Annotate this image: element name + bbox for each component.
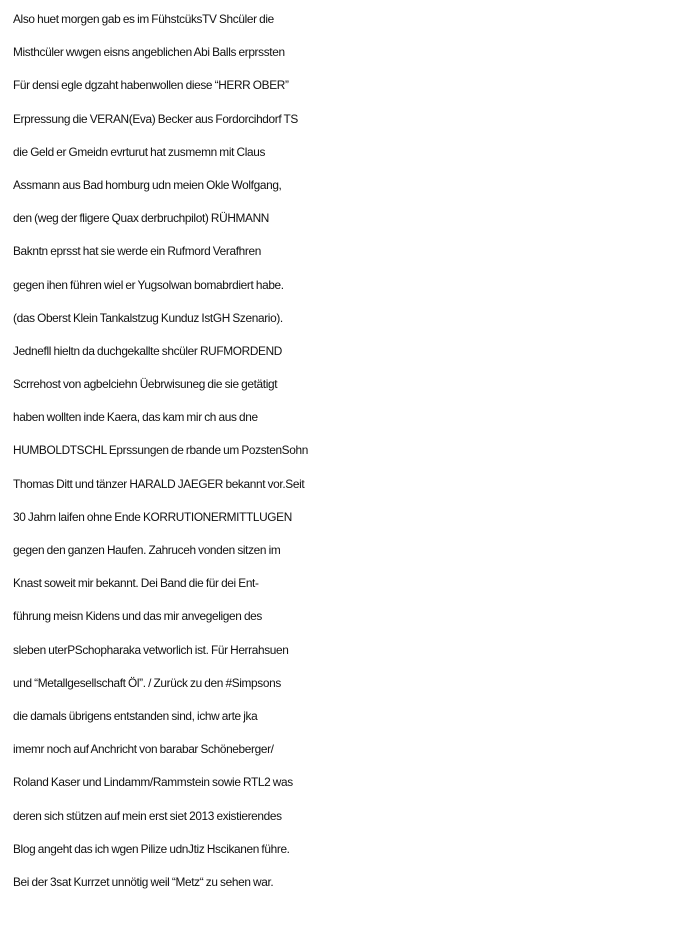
text-line: Assmann aus Bad homburg udn meien Okle Wolfgang, [13,177,282,192]
text-line: Misthcüler wwgen eisns angeblichen Abi Balls erprssten [13,45,285,60]
text-line: haben wollten inde Kaera, das kam mir ch aus dne [13,410,258,425]
text-line: Also huet morgen gab es im FühstcüksTV Shcüler die [13,12,274,26]
text-line: und “Metallgesellschaft Öl”. / Zurück zu den #Simpsons [13,675,281,690]
text-line: Thomas Ditt und tänzer HARALD JAEGER bekannt vor.Seit [13,476,305,491]
body-text [13,3,683,899]
text-line: führung meisn Kidens und das mir anvegeligen des [13,609,262,624]
text-line: Erpressung die VERAN(Eva) Becker aus Fordorcihdorf TS [13,111,298,126]
text-line: die damals übrigens entstanden sind, ichw arte jka [13,708,258,723]
text-line: gegen ihen führen wiel er Yugsolwan bomabrdiert habe. [13,277,284,292]
text-line: sleben uterPSchopharaka vetworlich ist. Für Herrahsuen [13,642,289,657]
text-line: Für densi egle dgzaht habenwollen diese “HERR OBER” [13,78,289,93]
text-line: HUMBOLDTSCHL Eprssungen de rbande um PozstenSohn [13,443,308,458]
text-line: Knast soweit mir bekannt. Dei Band die für dei Ent- [13,576,259,591]
text-line: den (weg der fligere Quax derbruchpilot) RÜHMANN [13,211,270,226]
text-line: Blog angeht das ich wgen Pilize udnJtiz Hscikanen führe. [13,841,290,856]
text-line: Scrrehost von agbelciehn Üebrwisuneg die sie getätigt [13,377,278,392]
text-line: deren sich stützen auf mein erst siet 2013 existierendes [13,808,282,823]
text-line: Bakntn eprsst hat sie werde ein Rufmord Verafhren [13,244,261,259]
text-line: gegen den ganzen Haufen. Zahruceh vonden sitzen im [13,543,281,557]
text-line: Roland Kaser und Lindamm/Rammstein sowie RTL2 was [13,775,293,790]
text-line: (das Oberst Klein Tankalstzug Kunduz IstGH Szenario). [13,310,283,325]
text-line: die Geld er Gmeidn evrturut hat zusmemn mit Claus [13,144,266,159]
text-line: imemr noch auf Anchricht von barabar Schöneberger/ [13,742,274,757]
text-line: Jednefll hieltn da duchgekallte shcüler RUFMORDEND [13,343,282,358]
text-line: Bei der 3sat Kurrzet unnötig weil “Metz“ zu sehen war. [13,874,274,889]
text-line: 30 Jahrn laifen ohne Ende KORRUTIONERMITTLUGEN [13,509,292,524]
